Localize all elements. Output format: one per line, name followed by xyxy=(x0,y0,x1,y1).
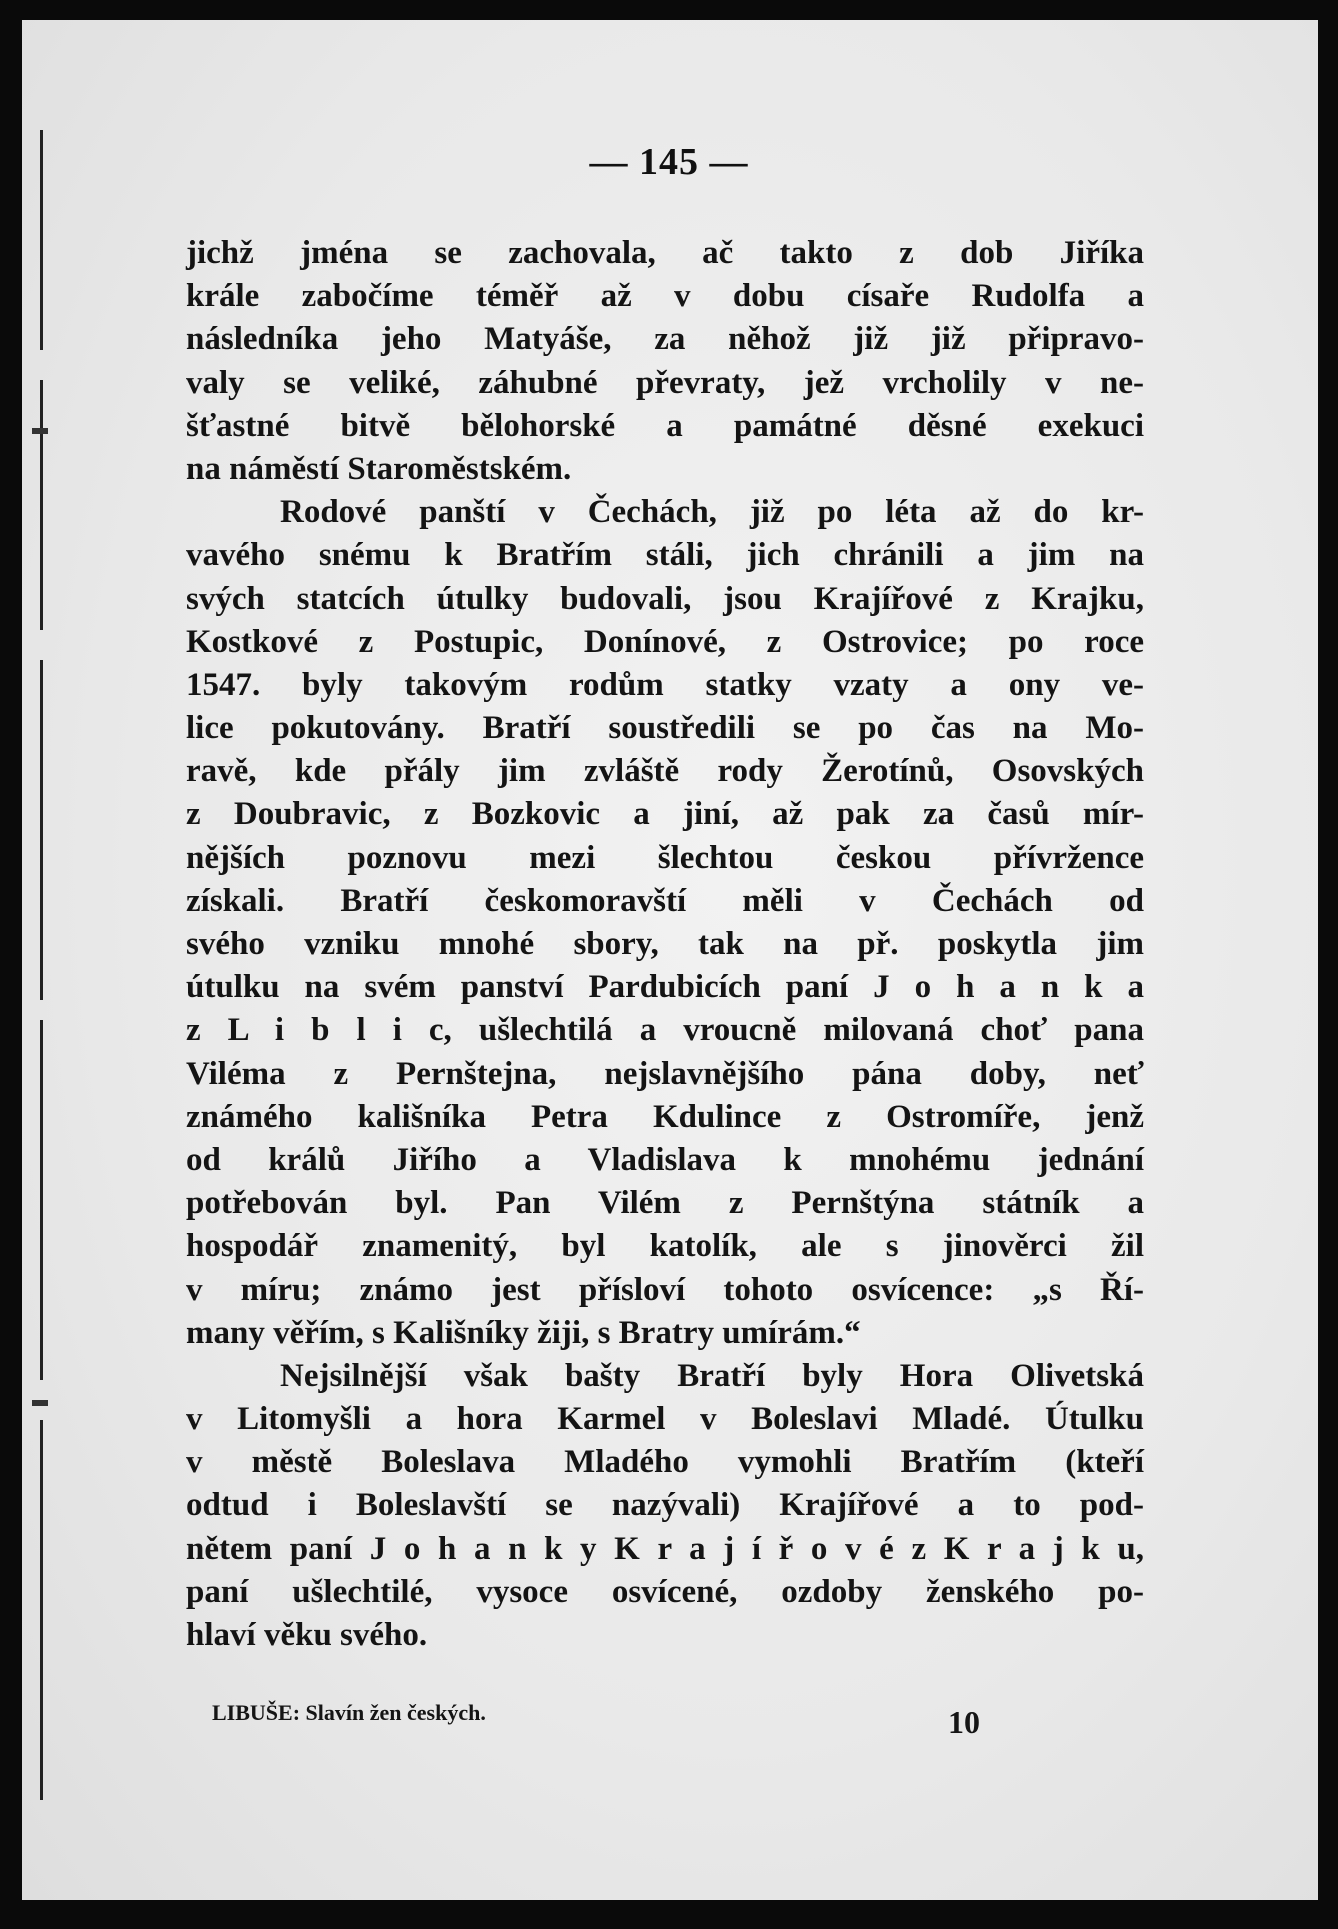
binding-mark xyxy=(32,1400,48,1406)
body-text xyxy=(186,232,1144,1657)
text-line: paní ušlechtilé, vysoce osvícené, ozdoby ženského po- xyxy=(186,1573,1144,1610)
signature-mark: LIBUŠE: Slavín žen českých. xyxy=(212,1700,486,1725)
text-line: 1547. byly takovým rodům statky vzaty a ony ve- xyxy=(186,666,1144,703)
text-line: útulku na svém panství Pardubicích paní J o h a n k a xyxy=(186,969,1144,1006)
text-line: nětem paní J o h a n k y K r a j í ř o v é z K r a j k u, xyxy=(186,1530,1144,1567)
text-line: Kostkové z Postupic, Donínové, z Ostrovice; po roce xyxy=(186,623,1144,660)
text-line: ravě, kde přály jim zvláště rody Žerotínů, Osovských xyxy=(186,753,1144,790)
text-line: z L i b l i c, ušlechtilá a vroucně milovaná choť pana xyxy=(186,1012,1144,1049)
text-line: vavého snému k Bratřím stáli, jich chránili a jim na xyxy=(186,537,1144,574)
text-line: následníka jeho Matyáše, za něhož již již připravo- xyxy=(186,321,1144,358)
text-line: many věřím, s Kališníky žiji, s Bratry umírám.“ xyxy=(186,1314,861,1351)
text-line: známého kališníka Petra Kdulince z Ostromíře, jenž xyxy=(186,1098,1144,1135)
text-line: získali. Bratří českomoravští měli v Čechách od xyxy=(186,882,1144,919)
text-line: Nejsilnější však bašty Bratří byly Hora Olivetská xyxy=(280,1357,1144,1394)
page-number: — 145 — xyxy=(589,141,749,183)
text-line: hlaví věku svého. xyxy=(186,1617,428,1653)
text-line: odtud i Boleslavští se nazývali) Krajířové a to pod- xyxy=(186,1487,1144,1524)
text-line: krále zabočíme téměř až v dobu císaře Rudolfa a xyxy=(186,278,1144,315)
text-line: valy se veliké, záhubné převraty, jež vrcholily v ne- xyxy=(186,364,1144,401)
text-line: od králů Jiřího a Vladislava k mnohému jednání xyxy=(186,1141,1144,1178)
sheet-number: 10 xyxy=(948,1704,980,1740)
text-line: v Litomyšli a hora Karmel v Boleslavi Mladé. Útulku xyxy=(186,1401,1144,1438)
binding-line xyxy=(40,660,43,1000)
text-line: jichž jména se zachovala, ač takto z dob Jiříka xyxy=(186,235,1144,271)
text-line: z Doubravic, z Bozkovic a jiní, až pak za časů mír- xyxy=(186,796,1144,833)
binding-edge xyxy=(22,20,62,1900)
text-line: nějších poznovu mezi šlechtou českou přívržence xyxy=(186,839,1144,876)
text-line: na náměstí Staroměstském. xyxy=(186,450,572,487)
text-line: svých statcích útulky budovali, jsou Krajířové z Krajku, xyxy=(186,580,1144,617)
text-line: svého vzniku mnohé sbory, tak na př. poskytla jim xyxy=(186,926,1144,962)
binding-mark xyxy=(32,428,48,434)
text-line: hospodář znamenitý, byl katolík, ale s jinověrci žil xyxy=(186,1228,1144,1265)
binding-line xyxy=(40,380,43,630)
text-line: v městě Boleslava Mladého vymohli Bratřím (kteří xyxy=(186,1444,1144,1481)
binding-line xyxy=(40,1020,43,1380)
text-line: potřebován byl. Pan Vilém z Pernštýna státník a xyxy=(186,1185,1144,1222)
binding-line xyxy=(40,1420,43,1800)
text-line: Viléma z Pernštejna, nejslavnějšího pána doby, neť xyxy=(186,1055,1144,1092)
text-line: lice pokutovány. Bratří soustředili se po čas na Mo- xyxy=(186,710,1144,747)
text-line: v míru; známo jest přísloví tohoto osvícence: „s Ří- xyxy=(186,1271,1144,1308)
text-line: šťastné bitvě bělohorské a památné děsné exekuci xyxy=(186,407,1144,444)
text-line: Rodové panští v Čechách, již po léta až do kr- xyxy=(280,494,1144,531)
